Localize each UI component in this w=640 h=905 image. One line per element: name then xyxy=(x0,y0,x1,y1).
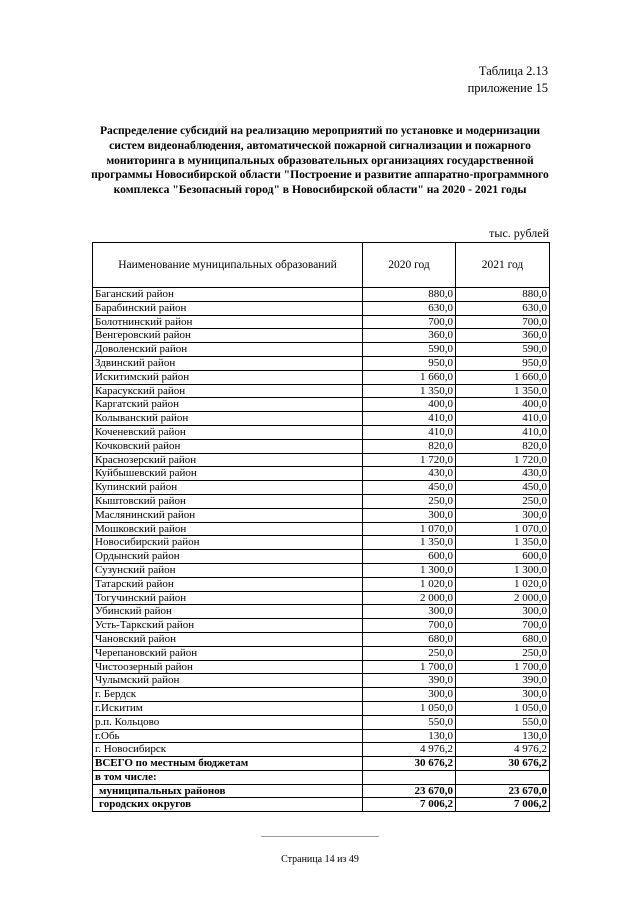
municipality-cell: Барабинский район xyxy=(93,301,363,315)
municipality-cell: Баганский район xyxy=(93,288,363,302)
table-row xyxy=(93,453,550,467)
value-2021-cell: 130,0 xyxy=(456,729,550,743)
page-footer: Страница 14 из 49 xyxy=(281,854,359,865)
municipality-cell: Убинский район xyxy=(93,605,363,619)
value-2021-cell: 630,0 xyxy=(456,301,550,315)
table-row xyxy=(93,632,550,646)
value-2021-cell: 1 070,0 xyxy=(456,522,550,536)
value-2021-cell: 450,0 xyxy=(456,481,550,495)
value-2020-cell: 2 000,0 xyxy=(363,591,456,605)
value-2021-cell xyxy=(456,770,550,784)
value-2020-cell: 1 020,0 xyxy=(363,577,456,591)
table-row xyxy=(93,439,550,453)
value-2021-cell: 430,0 xyxy=(456,467,550,481)
table-row xyxy=(93,770,550,784)
municipality-cell: городских округов xyxy=(93,798,363,812)
municipality-cell: муниципальных районов xyxy=(93,784,363,798)
column-header-name: Наименование муниципальных образований xyxy=(93,243,363,288)
municipality-cell: Венгеровский район xyxy=(93,329,363,343)
table-header-row xyxy=(93,243,550,288)
value-2020-cell: 630,0 xyxy=(363,301,456,315)
table-row xyxy=(93,467,550,481)
table-row xyxy=(93,743,550,757)
table-row xyxy=(93,563,550,577)
table-row xyxy=(93,757,550,771)
table-row xyxy=(93,494,550,508)
value-2020-cell: 600,0 xyxy=(363,550,456,564)
table-row xyxy=(93,356,550,370)
value-2020-cell: 250,0 xyxy=(363,494,456,508)
value-2021-cell: 1 300,0 xyxy=(456,563,550,577)
value-2020-cell: 1 070,0 xyxy=(363,522,456,536)
municipality-cell: Чулымский район xyxy=(93,674,363,688)
table-row xyxy=(93,522,550,536)
value-2020-cell: 410,0 xyxy=(363,425,456,439)
value-2020-cell: 1 720,0 xyxy=(363,453,456,467)
column-header-2021: 2021 год xyxy=(456,243,550,288)
value-2021-cell: 4 976,2 xyxy=(456,743,550,757)
municipality-cell: Доволенский район xyxy=(93,343,363,357)
municipality-cell: Усть-Таркский район xyxy=(93,619,363,633)
value-2020-cell: 7 006,2 xyxy=(363,798,456,812)
footer-divider xyxy=(261,836,379,837)
table-row xyxy=(93,301,550,315)
value-2020-cell: 23 670,0 xyxy=(363,784,456,798)
municipality-cell: г.Обь xyxy=(93,729,363,743)
table-row xyxy=(93,798,550,812)
value-2020-cell: 1 300,0 xyxy=(363,563,456,577)
table-row xyxy=(93,508,550,522)
value-2021-cell: 300,0 xyxy=(456,605,550,619)
value-2021-cell: 880,0 xyxy=(456,288,550,302)
municipality-cell: Коченевский район xyxy=(93,425,363,439)
value-2020-cell: 410,0 xyxy=(363,412,456,426)
municipality-cell: Купинский район xyxy=(93,481,363,495)
municipality-cell: Краснозерский район xyxy=(93,453,363,467)
municipality-cell: Каргатский район xyxy=(93,398,363,412)
municipality-cell: Татарский район xyxy=(93,577,363,591)
value-2021-cell: 23 670,0 xyxy=(456,784,550,798)
value-2021-cell: 600,0 xyxy=(456,550,550,564)
table-row xyxy=(93,370,550,384)
value-2020-cell: 550,0 xyxy=(363,715,456,729)
municipality-cell: Чановский район xyxy=(93,632,363,646)
value-2020-cell: 820,0 xyxy=(363,439,456,453)
value-2021-cell: 30 676,2 xyxy=(456,757,550,771)
units-label: тыс. рублей xyxy=(489,226,549,240)
municipality-cell: Новосибирский район xyxy=(93,536,363,550)
value-2020-cell: 590,0 xyxy=(363,343,456,357)
value-2020-cell: 700,0 xyxy=(363,619,456,633)
municipality-cell: Сузунский район xyxy=(93,563,363,577)
municipality-cell: Искитимский район xyxy=(93,370,363,384)
table-row xyxy=(93,412,550,426)
table-row xyxy=(93,329,550,343)
value-2020-cell: 1 700,0 xyxy=(363,660,456,674)
value-2020-cell: 1 050,0 xyxy=(363,701,456,715)
table-row xyxy=(93,550,550,564)
value-2021-cell: 680,0 xyxy=(456,632,550,646)
value-2020-cell: 400,0 xyxy=(363,398,456,412)
value-2020-cell: 430,0 xyxy=(363,467,456,481)
value-2020-cell: 130,0 xyxy=(363,729,456,743)
value-2021-cell: 1 720,0 xyxy=(456,453,550,467)
value-2020-cell: 1 660,0 xyxy=(363,370,456,384)
value-2021-cell: 400,0 xyxy=(456,398,550,412)
value-2021-cell: 1 350,0 xyxy=(456,536,550,550)
value-2021-cell: 7 006,2 xyxy=(456,798,550,812)
municipality-cell: р.п. Кольцово xyxy=(93,715,363,729)
table-row xyxy=(93,688,550,702)
municipality-cell: Кочковский район xyxy=(93,439,363,453)
table-row xyxy=(93,384,550,398)
municipality-cell: Колыванский район xyxy=(93,412,363,426)
value-2021-cell: 700,0 xyxy=(456,315,550,329)
value-2021-cell: 300,0 xyxy=(456,688,550,702)
value-2020-cell: 880,0 xyxy=(363,288,456,302)
value-2021-cell: 250,0 xyxy=(456,646,550,660)
municipality-cell: г.Искитим xyxy=(93,701,363,715)
value-2021-cell: 550,0 xyxy=(456,715,550,729)
column-header-2020: 2020 год xyxy=(363,243,456,288)
value-2020-cell: 1 350,0 xyxy=(363,384,456,398)
table-row xyxy=(93,646,550,660)
value-2021-cell: 300,0 xyxy=(456,508,550,522)
table-body xyxy=(93,288,550,812)
value-2021-cell: 1 020,0 xyxy=(456,577,550,591)
value-2020-cell: 680,0 xyxy=(363,632,456,646)
municipality-cell: г. Бердск xyxy=(93,688,363,702)
value-2020-cell xyxy=(363,770,456,784)
municipality-cell: Куйбышевский район xyxy=(93,467,363,481)
value-2020-cell: 950,0 xyxy=(363,356,456,370)
value-2021-cell: 410,0 xyxy=(456,425,550,439)
value-2021-cell: 820,0 xyxy=(456,439,550,453)
value-2021-cell: 1 660,0 xyxy=(456,370,550,384)
value-2020-cell: 360,0 xyxy=(363,329,456,343)
value-2020-cell: 300,0 xyxy=(363,605,456,619)
table-row xyxy=(93,398,550,412)
value-2020-cell: 250,0 xyxy=(363,646,456,660)
value-2021-cell: 700,0 xyxy=(456,619,550,633)
municipality-cell: Чистоозерный район xyxy=(93,660,363,674)
table-row xyxy=(93,577,550,591)
table-number-label: Таблица 2.13 xyxy=(478,64,548,78)
municipality-cell: Маслянинский район xyxy=(93,508,363,522)
table-row xyxy=(93,701,550,715)
municipality-cell: Тогучинский район xyxy=(93,591,363,605)
table-row xyxy=(93,674,550,688)
table-row xyxy=(93,729,550,743)
municipality-cell: Здвинский район xyxy=(93,356,363,370)
value-2021-cell: 410,0 xyxy=(456,412,550,426)
table-row xyxy=(93,715,550,729)
table-row xyxy=(93,425,550,439)
table-row xyxy=(93,660,550,674)
table-row xyxy=(93,481,550,495)
table-row xyxy=(93,784,550,798)
municipality-cell: г. Новосибирск xyxy=(93,743,363,757)
value-2021-cell: 390,0 xyxy=(456,674,550,688)
municipality-cell: Кыштовский район xyxy=(93,494,363,508)
value-2021-cell: 1 050,0 xyxy=(456,701,550,715)
appendix-label: приложение 15 xyxy=(467,81,548,95)
value-2020-cell: 700,0 xyxy=(363,315,456,329)
subsidy-table xyxy=(92,242,550,812)
table-row xyxy=(93,288,550,302)
table-row xyxy=(93,536,550,550)
value-2021-cell: 590,0 xyxy=(456,343,550,357)
table-row xyxy=(93,343,550,357)
value-2020-cell: 30 676,2 xyxy=(363,757,456,771)
value-2020-cell: 4 976,2 xyxy=(363,743,456,757)
value-2021-cell: 360,0 xyxy=(456,329,550,343)
table-row xyxy=(93,605,550,619)
value-2021-cell: 950,0 xyxy=(456,356,550,370)
table-row xyxy=(93,315,550,329)
value-2021-cell: 1 350,0 xyxy=(456,384,550,398)
value-2020-cell: 1 350,0 xyxy=(363,536,456,550)
value-2020-cell: 300,0 xyxy=(363,508,456,522)
municipality-cell: Карасукский район xyxy=(93,384,363,398)
document-title: Распределение субсидий на реализацию мероприятий по установке и модернизации систем видеонаблюдения, автоматической пожарной сигнализации и пожарного мониторинга в муниципальных образовательных организациях государственной программы Новосибирской области "Построение и развитие аппаратно-программного комплекса "Безопасный город" в Новосибирской области" на 2020 - 2021 годы xyxy=(91,124,549,197)
municipality-cell: в том числе: xyxy=(93,770,363,784)
value-2021-cell: 1 700,0 xyxy=(456,660,550,674)
value-2020-cell: 300,0 xyxy=(363,688,456,702)
value-2020-cell: 450,0 xyxy=(363,481,456,495)
table-row xyxy=(93,619,550,633)
municipality-cell: Ордынский район xyxy=(93,550,363,564)
municipality-cell: Черепановский район xyxy=(93,646,363,660)
value-2021-cell: 2 000,0 xyxy=(456,591,550,605)
municipality-cell: ВСЕГО по местным бюджетам xyxy=(93,757,363,771)
value-2021-cell: 250,0 xyxy=(456,494,550,508)
table-row xyxy=(93,591,550,605)
municipality-cell: Болотнинский район xyxy=(93,315,363,329)
value-2020-cell: 390,0 xyxy=(363,674,456,688)
municipality-cell: Мошковский район xyxy=(93,522,363,536)
